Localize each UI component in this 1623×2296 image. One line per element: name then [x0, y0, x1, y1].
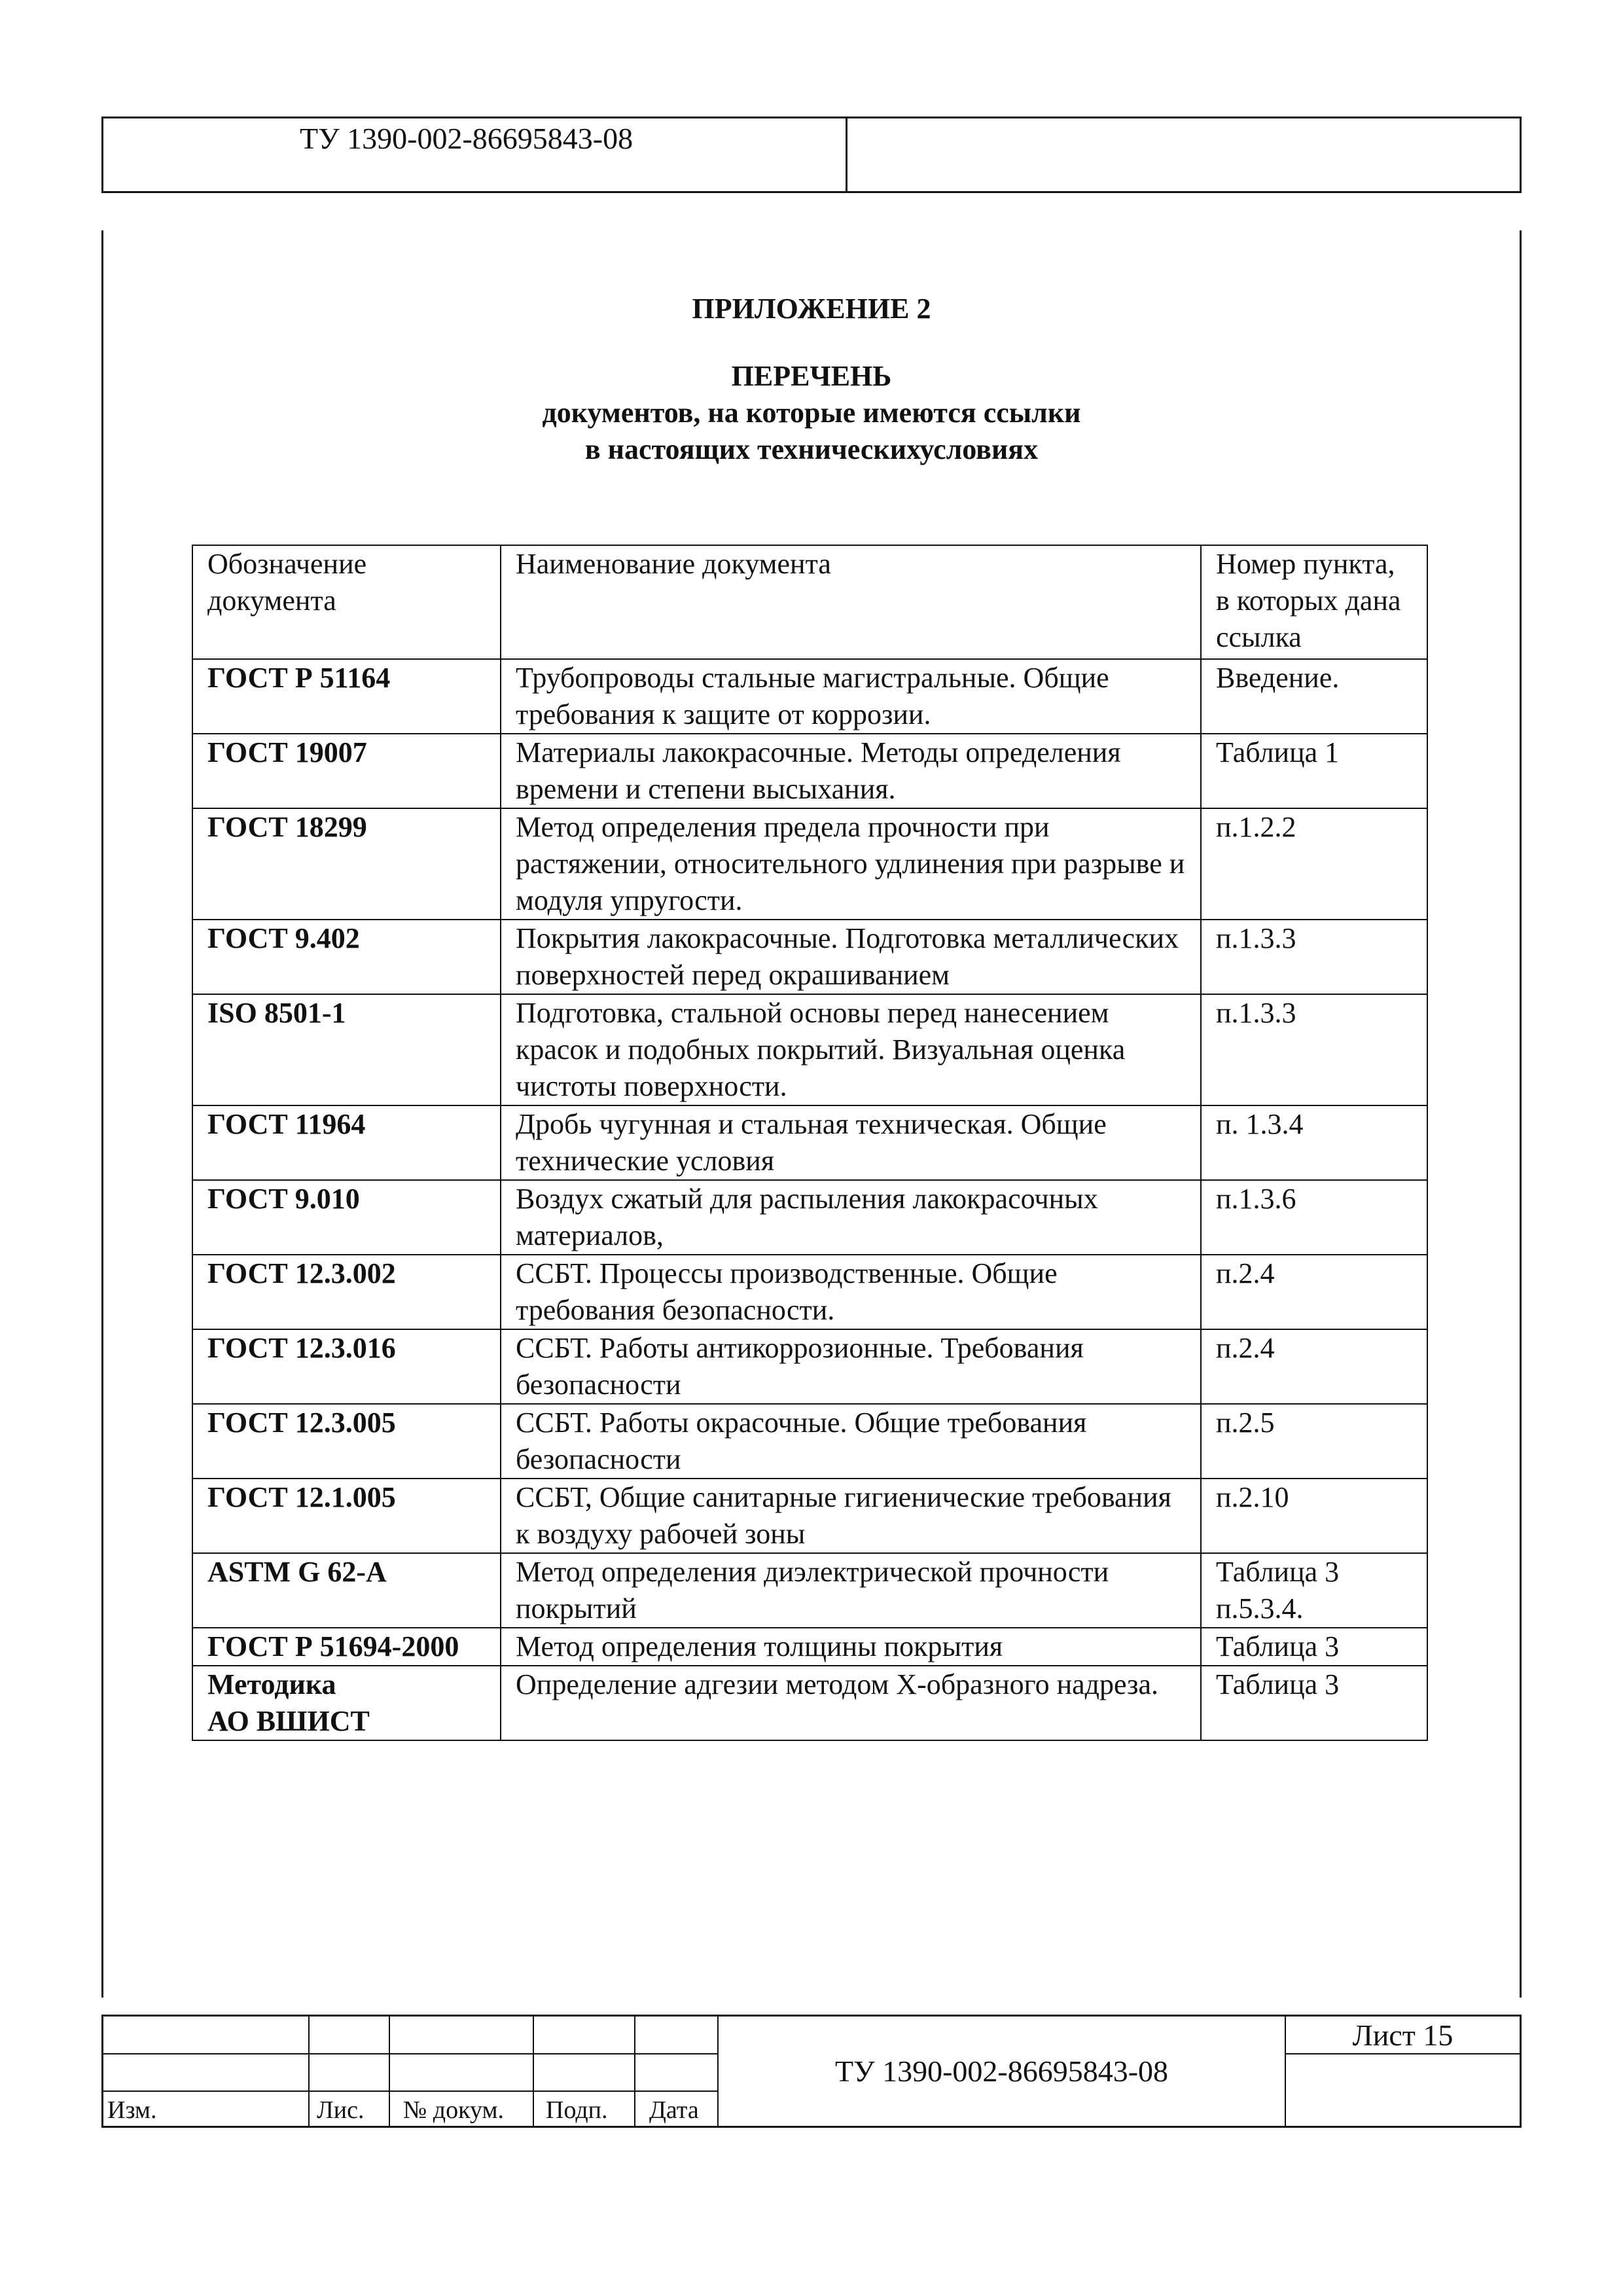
document-code-cell: [192, 1404, 501, 1479]
document-code: ASTM G 62-A: [207, 1556, 387, 1588]
document-code-cell: [192, 1180, 501, 1255]
frame-left-line: [101, 230, 103, 1998]
reference-clause-cell: Введение.: [1201, 659, 1427, 734]
table-row: [192, 1180, 1427, 1255]
list-subtitle-line-2: в настоящих техническихусловиях: [584, 433, 1039, 465]
document-code-cell: [192, 1553, 501, 1628]
table-row: [192, 994, 1427, 1105]
bottom-title-block: [101, 2015, 1522, 2128]
document-code-cell: [192, 1329, 501, 1404]
stamp-divider: [1285, 2053, 1521, 2054]
top-title-block-left-cell: [103, 118, 847, 191]
table-row: [192, 1553, 1427, 1628]
reference-clause-cell: Таблица 3: [1201, 1666, 1427, 1740]
sheet-number: Лист 15: [1352, 2018, 1454, 2052]
reference-clause-cell: п.2.4: [1201, 1329, 1427, 1404]
document-code-cell: [192, 1105, 501, 1180]
reference-clause-cell: п.2.10: [1201, 1479, 1427, 1553]
list-title: ПЕРЕЧЕНЬ: [731, 360, 892, 392]
document-code-cell: [192, 734, 501, 808]
table-row: [192, 808, 1427, 920]
document-code: АО ВШИСТ: [207, 1705, 370, 1737]
document-name-cell: Трубопроводы стальные магистральные. Общие требования к защите от коррозии.: [501, 659, 1201, 734]
document-code-cell: [192, 1628, 501, 1666]
document-code: ГОСТ 12.3.002: [207, 1257, 396, 1289]
document-code-cell: [192, 994, 501, 1105]
bottom-doc-code: ТУ 1390-002-86695843-08: [834, 2054, 1169, 2088]
appendix-title: ПРИЛОЖЕНИЕ 2: [692, 293, 931, 325]
reference-clause-cell: п.1.3.3: [1201, 994, 1427, 1105]
document-code: ГОСТ 9.010: [207, 1183, 360, 1215]
document-name-cell: Материалы лакокрасочные. Методы определения времени и степени высыхания.: [501, 734, 1201, 808]
stamp-label-doc-number: № докум.: [403, 2096, 505, 2124]
top-title-block-right-cell: [847, 118, 1520, 191]
table-row: [192, 1479, 1427, 1553]
document-code: ГОСТ 18299: [207, 811, 367, 843]
table-row: [192, 920, 1427, 994]
table-row: [192, 1628, 1427, 1666]
document-name-cell: Метод определения толщины покрытия: [501, 1628, 1201, 1666]
stamp-divider: [103, 2053, 717, 2054]
document-code: ГОСТ 19007: [207, 736, 367, 768]
table-row: [192, 1329, 1427, 1404]
stamp-label-change: Изм.: [107, 2096, 157, 2124]
document-code: Методика: [207, 1668, 336, 1700]
list-subtitle-line-1: документов, на которые имеются ссылки: [542, 397, 1081, 429]
reference-clause-cell: п.2.4: [1201, 1255, 1427, 1329]
top-doc-code: ТУ 1390-002-86695843-08: [300, 122, 633, 155]
table-row: [192, 1255, 1427, 1329]
table-row: [192, 1105, 1427, 1180]
stamp-label-date: Дата: [649, 2096, 699, 2124]
document-name-cell: Покрытия лакокрасочные. Подготовка металлических поверхностей перед окрашиванием: [501, 920, 1201, 994]
stamp-label-signature: Подп.: [546, 2096, 608, 2124]
stamp-divider: [634, 2017, 635, 2126]
reference-clause-cell: п.1.2.2: [1201, 808, 1427, 920]
reference-clause-cell: Таблица 1: [1201, 734, 1427, 808]
document-name-cell: ССБТ. Работы окрасочные. Общие требования безопасности: [501, 1404, 1201, 1479]
document-code: ГОСТ 12.3.016: [207, 1332, 396, 1364]
document-code-cell: [192, 1479, 501, 1553]
reference-clause-cell: Таблица 3: [1201, 1628, 1427, 1666]
stamp-divider: [103, 2090, 717, 2092]
reference-clause-cell: Таблица 3 п.5.3.4.: [1201, 1553, 1427, 1628]
document-name-cell: Подготовка, стальной основы перед нанесением красок и подобных покрытий. Визуальная оценка чистоты поверхности.: [501, 994, 1201, 1105]
document-name-cell: Метод определения предела прочности при растяжении, относительного удлинения при разрыве и модуля упругости.: [501, 808, 1201, 920]
reference-clause-cell: п.1.3.3: [1201, 920, 1427, 994]
document-code-cell: [192, 1255, 501, 1329]
document-code: ГОСТ Р 51164: [207, 662, 391, 694]
document-name-cell: Дробь чугунная и стальная техническая. Общие технические условия: [501, 1105, 1201, 1180]
column-header-code: Обозначение документа: [192, 545, 501, 659]
table-body: [192, 659, 1427, 1740]
frame-right-line: [1520, 230, 1522, 1998]
referenced-documents-table: [192, 545, 1428, 1741]
top-title-block: [101, 117, 1522, 193]
reference-clause-cell: п.1.3.6: [1201, 1180, 1427, 1255]
document-name-cell: Воздух сжатый для распыления лакокрасочных материалов,: [501, 1180, 1201, 1255]
document-code: ГОСТ 12.3.005: [207, 1407, 396, 1439]
document-name-cell: Метод определения диэлектрической прочности покрытий: [501, 1553, 1201, 1628]
document-code-cell: [192, 659, 501, 734]
document-name-cell: ССБТ. Работы антикоррозионные. Требования безопасности: [501, 1329, 1201, 1404]
reference-clause-cell: п.2.5: [1201, 1404, 1427, 1479]
document-name-cell: ССБТ. Процессы производственные. Общие требования безопасности.: [501, 1255, 1201, 1329]
document-code-cell: [192, 1666, 501, 1740]
document-code: ГОСТ 11964: [207, 1108, 366, 1140]
table-row: [192, 1666, 1427, 1740]
stamp-label-sheet: Лис.: [317, 2096, 365, 2124]
stamp-divider: [533, 2017, 534, 2126]
document-code: ГОСТ Р 51694-2000: [207, 1630, 459, 1662]
document-code: ГОСТ 9.402: [207, 922, 360, 954]
document-code-cell: [192, 920, 501, 994]
stamp-divider: [308, 2017, 310, 2126]
table-row: [192, 659, 1427, 734]
document-code-cell: [192, 808, 501, 920]
table-row: [192, 734, 1427, 808]
document-code: ГОСТ 12.1.005: [207, 1481, 396, 1513]
stamp-divider: [389, 2017, 390, 2126]
document-name-cell: ССБТ, Общие санитарные гигиенические требования к воздуху рабочей зоны: [501, 1479, 1201, 1553]
document-code: ISO 8501-1: [207, 997, 346, 1029]
table-row: [192, 1404, 1427, 1479]
column-header-ref: Номер пункта, в которых дана ссылка: [1201, 545, 1427, 659]
column-header-name: Наименование документа: [501, 545, 1201, 659]
document-name-cell: Определение адгезии методом Х-образного надреза.: [501, 1666, 1201, 1740]
reference-clause-cell: п. 1.3.4: [1201, 1105, 1427, 1180]
table-header-row: [192, 545, 1427, 659]
